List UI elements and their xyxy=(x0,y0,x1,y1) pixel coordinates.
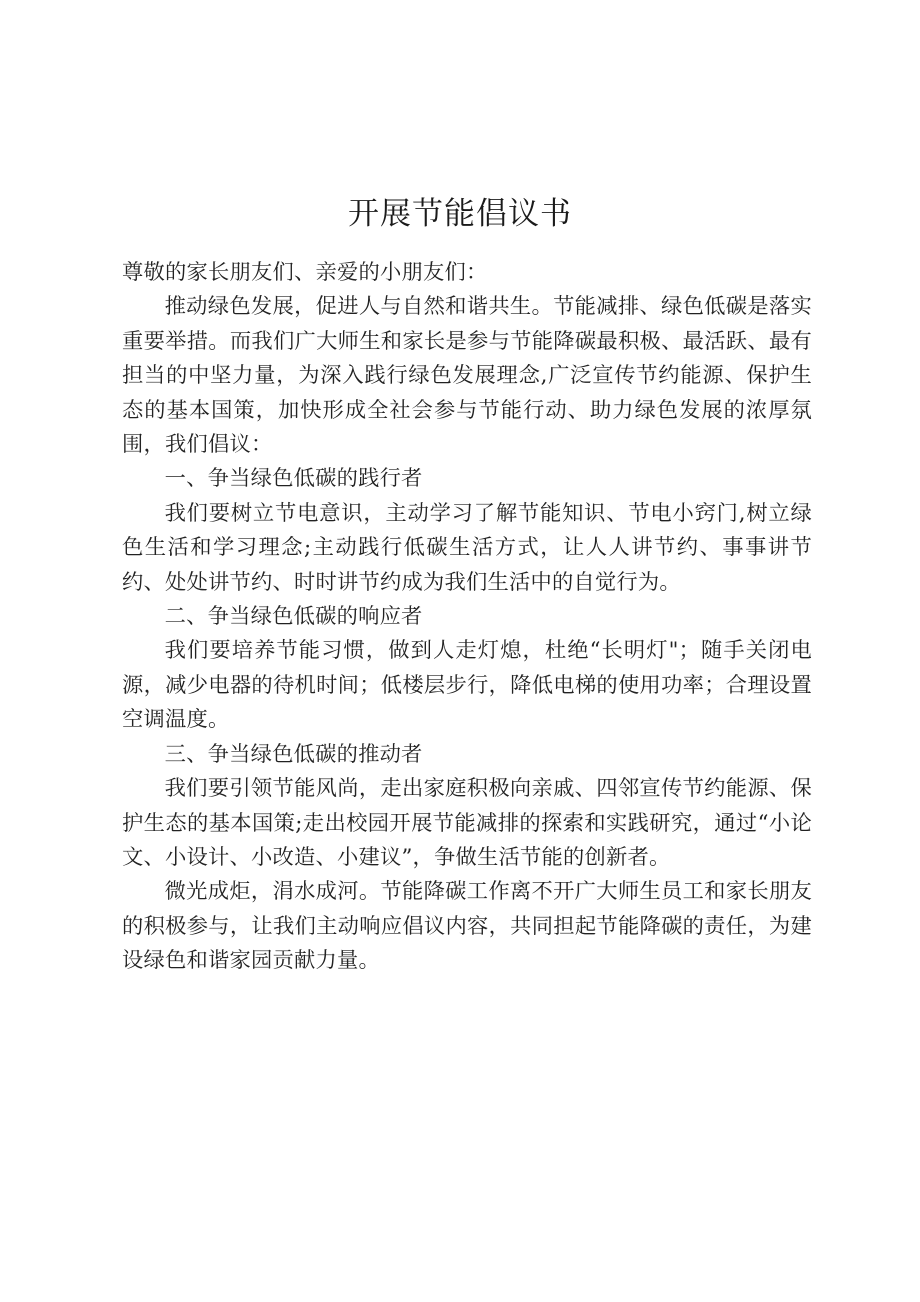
closing-paragraph: 微光成炬，涓水成河。节能降碳工作离不开广大师生员工和家长朋友的积极参与，让我们主动响应倡议内容，共同担起节能降碳的责任，为建设绿色和谐家园贡献力量。 xyxy=(122,879,812,974)
section-heading-1: 一、争当绿色低碳的践行者 xyxy=(164,466,423,492)
salutation: 尊敬的家长朋友们、亲爱的小朋友们： xyxy=(122,260,488,285)
section-heading-3: 三、争当绿色低碳的推动者 xyxy=(164,741,423,767)
intro-paragraph: 推动绿色发展，促进人与自然和谐共生。节能减排、绿色低碳是落实重要举措。而我们广大师生和家长是参与节能降碳最积极、最活跃、最有担当的中坚力量，为深入践行绿色发展理念,广泛宣传节约能源、保护生态的基本国策，加快形成全社会参与节能行动、助力绿色发展的浓厚氛围，我们倡议： xyxy=(122,294,812,458)
document-title: 开展节能倡议书 xyxy=(348,196,572,232)
section-paragraph-1: 我们要树立节电意识，主动学习了解节能知识、节电小窍门,树立绿色生活和学习理念;主动践行低碳生活方式，让人人讲节约、事事讲节约、处处讲节约、时时讲节约成为我们生活中的自觉行为。 xyxy=(122,500,812,595)
section-paragraph-2: 我们要培养节能习惯，做到人走灯熄，杜绝“长明灯"；随手关闭电源，减少电器的待机时间；低楼层步行，降低电梯的使用功率；合理设置空调温度。 xyxy=(122,638,812,733)
document-body xyxy=(122,256,812,979)
section-paragraph-3: 我们要引领节能风尚，走出家庭积极向亲戚、四邻宣传节约能源、保护生态的基本国策;走出校园开展节能减排的探索和实践研究，通过“小论文、小设计、小改造、小建议”，争做生活节能的创新者。 xyxy=(122,776,812,870)
section-heading-2: 二、争当绿色低碳的响应者 xyxy=(164,604,423,630)
